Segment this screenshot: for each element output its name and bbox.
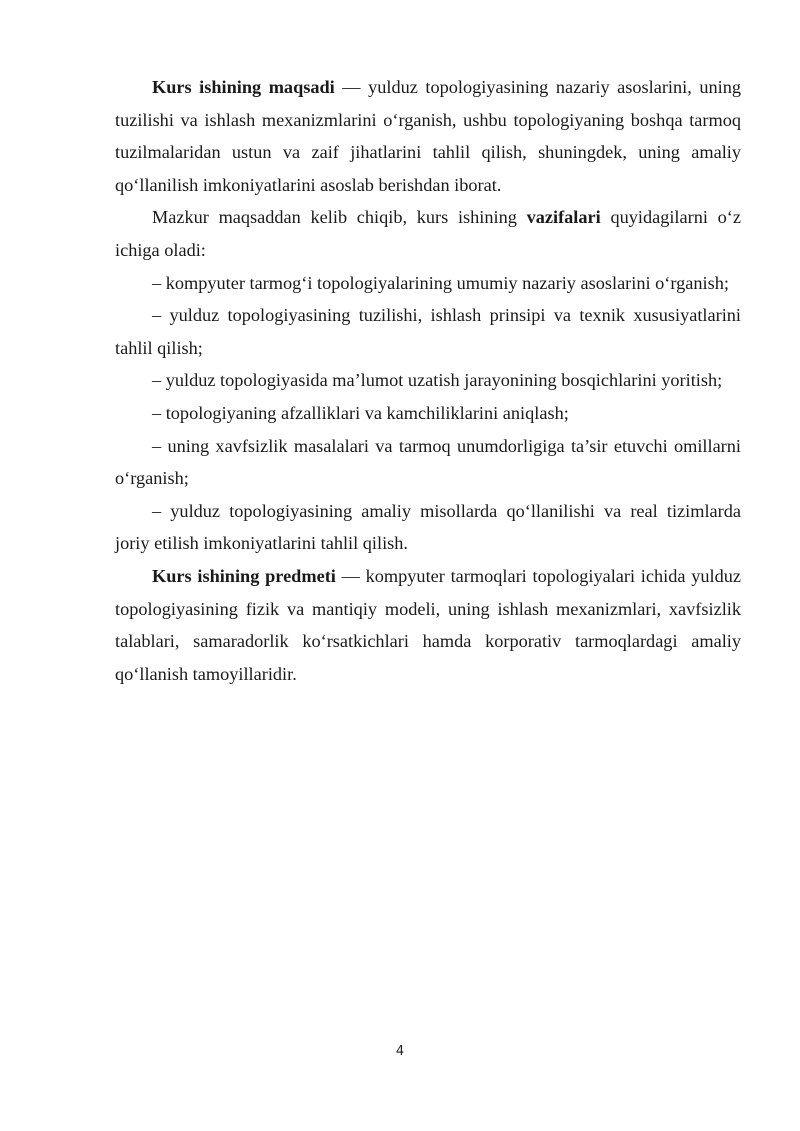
tasks-intro-after: quyidagilarni o‘z ichiga oladi: xyxy=(115,207,741,260)
page-number: 4 xyxy=(395,1044,405,1059)
task-item-1: – kompyuter tarmog‘i topologiyalarining umumiy nazariy asoslarini o‘rganish; xyxy=(152,272,729,293)
purpose-text: — yulduz topologiyasining nazariy asoslarini, uning tuzilishi va ishlash mexanizmlarini o‘rganish, ushbu topologiyaning boshqa tarmoq tuzilmalaridan ustun va zaif jihatlarini tahlil qilish, shuningdek, uning amaliy qo‘llanilish imkoniyatlarini asoslab berishdan iborat. xyxy=(115,77,741,195)
page-body xyxy=(115,71,741,690)
paragraph-purpose xyxy=(115,71,741,201)
task-item-4: – topologiyaning afzalliklari va kamchiliklarini aniqlash; xyxy=(152,402,569,423)
tasks-intro-before: Mazkur maqsaddan kelib chiqib, kurs ishining xyxy=(152,207,527,228)
paragraph-subject xyxy=(115,560,741,690)
paragraph-tasks-intro xyxy=(115,201,741,266)
task-item-3: – yulduz topologiyasida ma’lumot uzatish jarayonining bosqichlarini yoritish; xyxy=(152,370,723,391)
subject-heading: Kurs ishining predmeti xyxy=(152,565,336,586)
task-item-6: – yulduz topologiyasining amaliy misollarda qo‘llanilishi va real tizimlarda joriy etilish imkoniyatlarini tahlil qilish. xyxy=(115,500,741,554)
purpose-heading: Kurs ishining maqsadi xyxy=(152,77,335,97)
tasks-keyword: vazifalari xyxy=(526,207,601,228)
subject-text: — kompyuter tarmoqlari topologiyalari ichida yulduz topologiyasining fizik va mantiqiy modeli, uning ishlash mexanizmlari, xavfsizlik talablari, samaradorlik ko‘rsatkichlari hamda korporativ tarmoqlardagi amaliy qo‘llanish tamoyillaridir. xyxy=(115,565,741,684)
task-item-2: – yulduz topologiyasining tuzilishi, ishlash prinsipi va texnik xususiyatlarini tahlil qilish; xyxy=(115,305,741,358)
task-item-5: – uning xavfsizlik masalalari va tarmoq unumdorligiga ta’sir etuvchi omillarni o‘rganish; xyxy=(115,435,741,489)
